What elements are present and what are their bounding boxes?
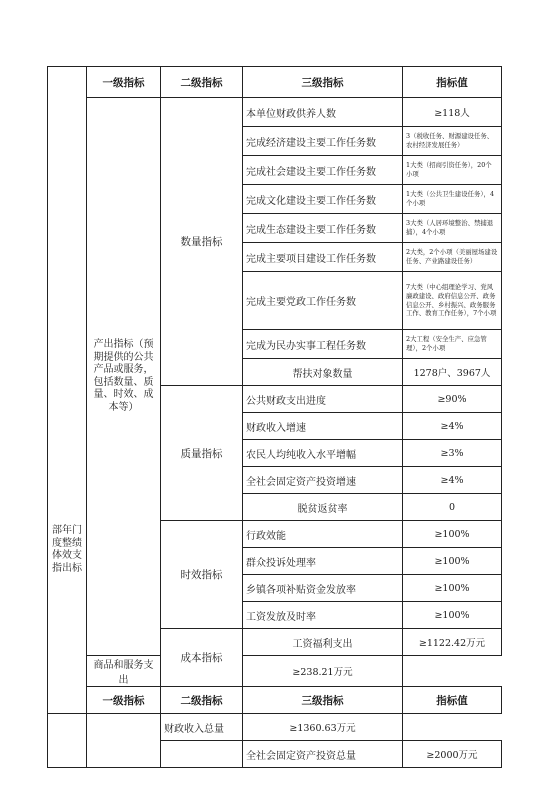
indicator-name: 行政效能 xyxy=(243,521,403,548)
indicator-name: 完成文化建设主要工作任务数 xyxy=(243,185,403,214)
indicator-value: ≥4% xyxy=(403,413,502,440)
indicator-value: ≥2000万元 xyxy=(403,741,502,768)
indicator-name: 脱贫返贫率 xyxy=(243,494,403,521)
indicator-name: 工资发放及时率 xyxy=(243,602,403,629)
header-value: 指标值 xyxy=(403,687,502,714)
indicator-value: 2大类，2个小项（美丽屋场建设任务、产业路建设任务） xyxy=(403,243,502,272)
indicator-value: ≥90% xyxy=(403,386,502,413)
indicator-name: 完成经济建设主要工作任务数 xyxy=(243,127,403,156)
indicator-value: 7大类（中心组理论学习、党风廉政建设、政府信息公开、政务信息公开、乡村振兴、政务服务工作、教育工作任务），7个小项 xyxy=(403,272,502,330)
table-row xyxy=(48,714,502,741)
indicator-value: 0 xyxy=(403,494,502,521)
indicator-value: ≥100% xyxy=(403,521,502,548)
indicator-value: ≥100% xyxy=(403,575,502,602)
header-level1: 一级指标 xyxy=(87,67,161,98)
indicator-value: 1278户、3967人 xyxy=(403,359,502,386)
indicator-value: ≥1360.63万元 xyxy=(243,714,403,741)
indicator-name: 完成社会建设主要工作任务数 xyxy=(243,156,403,185)
output-indicator-label: 产出指标（预期提供的公共产品或服务，包括数量、质量、时效、成本等） xyxy=(87,98,161,656)
indicator-name: 帮扶对象数量 xyxy=(243,359,403,386)
header-level2: 二级指标 xyxy=(161,67,243,98)
indicator-value: 3（税收任务、财源建设任务、农村经济发展任务） xyxy=(403,127,502,156)
indicator-name: 完成主要党政工作任务数 xyxy=(243,272,403,330)
indicator-name: 完成生态建设主要工作任务数 xyxy=(243,214,403,243)
empty-cell xyxy=(161,741,243,768)
table-row xyxy=(48,98,502,127)
indicator-value: 2大工程（安全生产、应急管理），2个小项 xyxy=(403,330,502,359)
indicator-name: 工资福利支出 xyxy=(243,629,403,656)
indicator-name: 公共财政支出进度 xyxy=(243,386,403,413)
table-header-row xyxy=(48,687,502,714)
header-level1: 一级指标 xyxy=(87,687,161,714)
empty-cell xyxy=(87,714,161,768)
indicator-name: 乡镇各项补贴资金发放率 xyxy=(243,575,403,602)
table-header-row xyxy=(48,67,502,98)
cost-indicator-label: 成本指标 xyxy=(161,629,243,687)
performance-indicator-table xyxy=(47,66,502,768)
indicator-name: 完成主要项目建设工作任务数 xyxy=(243,243,403,272)
indicator-name: 本单位财政供养人数 xyxy=(243,98,403,127)
quality-indicator-label: 质量指标 xyxy=(161,386,243,521)
table-row xyxy=(48,656,502,687)
indicator-name: 全社会固定资产投资增速 xyxy=(243,467,403,494)
indicator-value: 1大类（公共卫生建设任务），4个小项 xyxy=(403,185,502,214)
timeliness-indicator-label: 时效指标 xyxy=(161,521,243,629)
empty-cell xyxy=(48,714,87,768)
department-expenditure-label: 部年门度整绩体效支指出标 xyxy=(48,67,87,714)
header-level3: 三级指标 xyxy=(243,687,403,714)
indicator-value: ≥100% xyxy=(403,602,502,629)
indicator-value: ≥4% xyxy=(403,467,502,494)
indicator-value: 3大类（人居环境整治、禁捕退捕），4个小项 xyxy=(403,214,502,243)
indicator-value: ≥238.21万元 xyxy=(243,656,403,687)
header-level2: 二级指标 xyxy=(161,687,243,714)
indicator-name: 群众投诉处理率 xyxy=(243,548,403,575)
indicator-value: ≥118人 xyxy=(403,98,502,127)
indicator-name: 财政收入增速 xyxy=(243,413,403,440)
indicator-value: ≥100% xyxy=(403,548,502,575)
quantity-indicator-label: 数量指标 xyxy=(161,98,243,386)
indicator-name: 全社会固定资产投资总量 xyxy=(243,741,403,768)
indicator-name: 财政收入总量 xyxy=(161,714,243,741)
indicator-name: 农民人均纯收入水平增幅 xyxy=(243,440,403,467)
header-value: 指标值 xyxy=(403,67,502,98)
indicator-value: ≥1122.42万元 xyxy=(403,629,502,656)
indicator-value: ≥3% xyxy=(403,440,502,467)
indicator-value: 1大类（招商引资任务），20个小项 xyxy=(403,156,502,185)
indicator-name: 商品和服务支出 xyxy=(87,656,161,687)
indicator-name: 完成为民办实事工程任务数 xyxy=(243,330,403,359)
header-level3: 三级指标 xyxy=(243,67,403,98)
